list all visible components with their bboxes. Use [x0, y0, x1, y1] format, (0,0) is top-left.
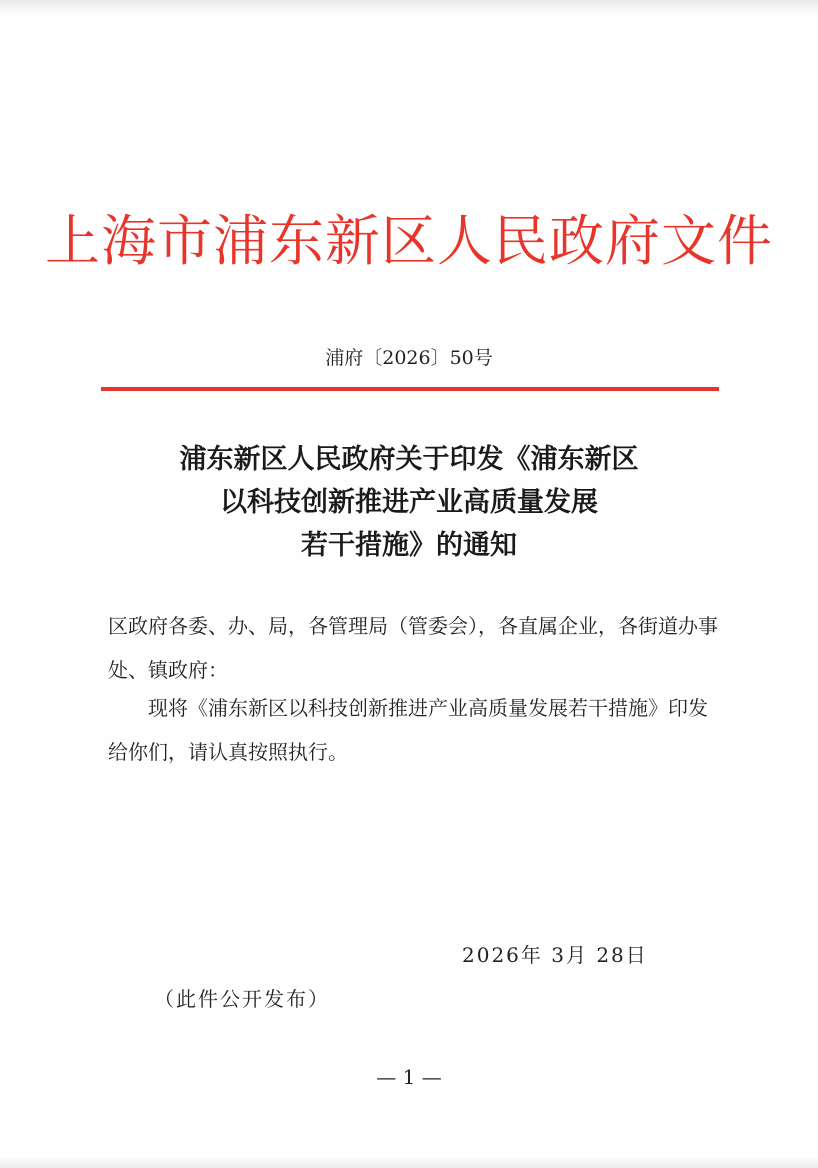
recipients-paragraph: 区政府各委、办、局，各管理局（管委会），各直属企业，各街道办事处、镇政府：: [108, 614, 718, 682]
issue-date: 2026年 3月 28日: [462, 943, 648, 967]
title-line: 若干措施》的通知: [301, 530, 517, 561]
document-number: 浦府〔2026〕50号: [325, 347, 493, 369]
scan-edge-top: [0, 0, 818, 14]
document-title: [80, 438, 738, 567]
red-divider-line: [101, 387, 719, 391]
public-release-note: （此件公开发布）: [154, 987, 330, 1011]
masthead-title: 上海市浦东新区人民政府文件: [44, 209, 773, 273]
scan-edge-bottom: [0, 1156, 818, 1168]
page-number: — 1 —: [376, 1065, 442, 1089]
title-line: 以科技创新推进产业高质量发展: [220, 487, 598, 518]
body-paragraph: 现将《浦东新区以科技创新推进产业高质量发展若干措施》印发给你们，请认真按照执行。: [108, 696, 708, 764]
title-line: 浦东新区人民政府关于印发《浦东新区: [179, 444, 639, 475]
